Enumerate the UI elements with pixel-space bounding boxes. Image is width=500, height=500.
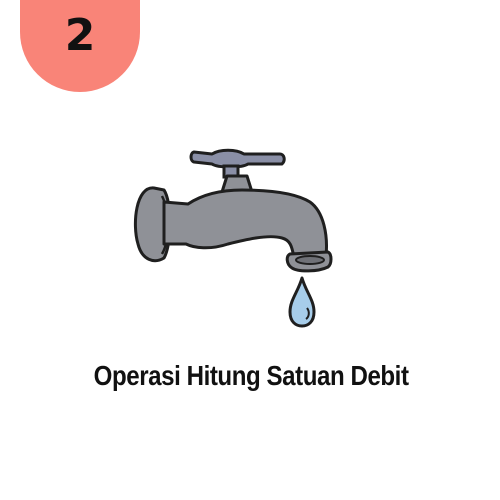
number-badge — [20, 0, 140, 92]
water-drop-icon — [290, 278, 314, 326]
faucet-body — [164, 190, 326, 258]
page-caption: Operasi Hitung Satuan Debit — [93, 360, 409, 391]
badge-number: 2 — [64, 10, 96, 61]
faucet-handle — [191, 150, 284, 177]
water-faucet-icon — [132, 140, 342, 335]
